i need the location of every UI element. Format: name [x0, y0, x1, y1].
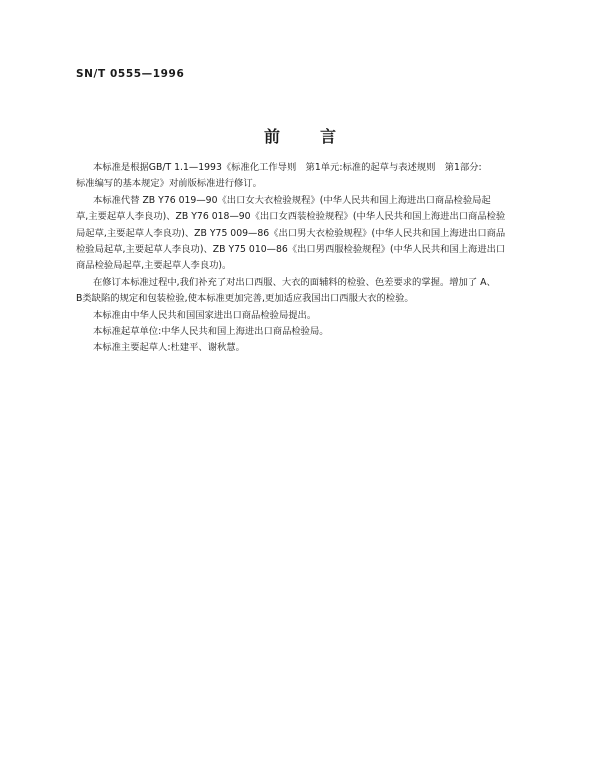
foreword-body — [76, 160, 546, 357]
text-line: 本标准由中华人民共和国国家进出口商品检验局提出。 — [93, 309, 317, 321]
text-line: 本标准起草单位:中华人民共和国上海进出口商品检验局。 — [93, 326, 329, 338]
paragraph-replaced-standards — [76, 193, 546, 275]
text-line: 检验局起草,主要起草人李良功)、ZB Y75 010—86《出口男西服检验规程》(中华人民共和国上海进出口 — [76, 244, 506, 256]
text-line: 本标准主要起草人:杜建平、谢秋慧。 — [93, 342, 245, 354]
text-line: 局起草,主要起草人李良功)、ZB Y75 009—86《出口男大衣检验规程》(中华人民共和国上海进出口商品 — [76, 227, 506, 239]
paragraph-drafters — [76, 340, 546, 356]
text-line: 商品检验局起草,主要起草人李良功)。 — [76, 260, 232, 272]
paragraph-revision-changes — [76, 275, 546, 308]
paragraph-revision-basis — [76, 160, 546, 193]
paragraph-proposed-by — [76, 308, 546, 324]
text-line: 草,主要起草人李良功)、ZB Y76 018—90《出口女西装检验规程》(中华人民共和国上海进出口商品检验 — [76, 211, 506, 223]
text-line: 在修订本标准过程中,我们补充了对出口西服、大衣的面辅料的检验、色差要求的掌握。增加了 A、 — [93, 276, 496, 288]
page-title: 前言 — [263, 127, 376, 146]
paragraph-drafting-unit — [76, 324, 546, 340]
text-line: B类缺陷的规定和包装检验,使本标准更加完善,更加适应我国出口西服大衣的检验。 — [76, 293, 414, 305]
text-line: 本标准代替 ZB Y76 019—90《出口女大衣检验规程》(中华人民共和国上海进出口商品检验局起 — [93, 194, 491, 206]
standard-code: SN/T 0555—1996 — [76, 68, 185, 80]
text-line: 标准编写的基本规定》对前版标准进行修订。 — [76, 178, 262, 190]
text-line: 本标准是根据GB/T 1.1—1993《标准化工作导则 第1单元:标准的起草与表述规则 第1部分: — [93, 162, 482, 173]
